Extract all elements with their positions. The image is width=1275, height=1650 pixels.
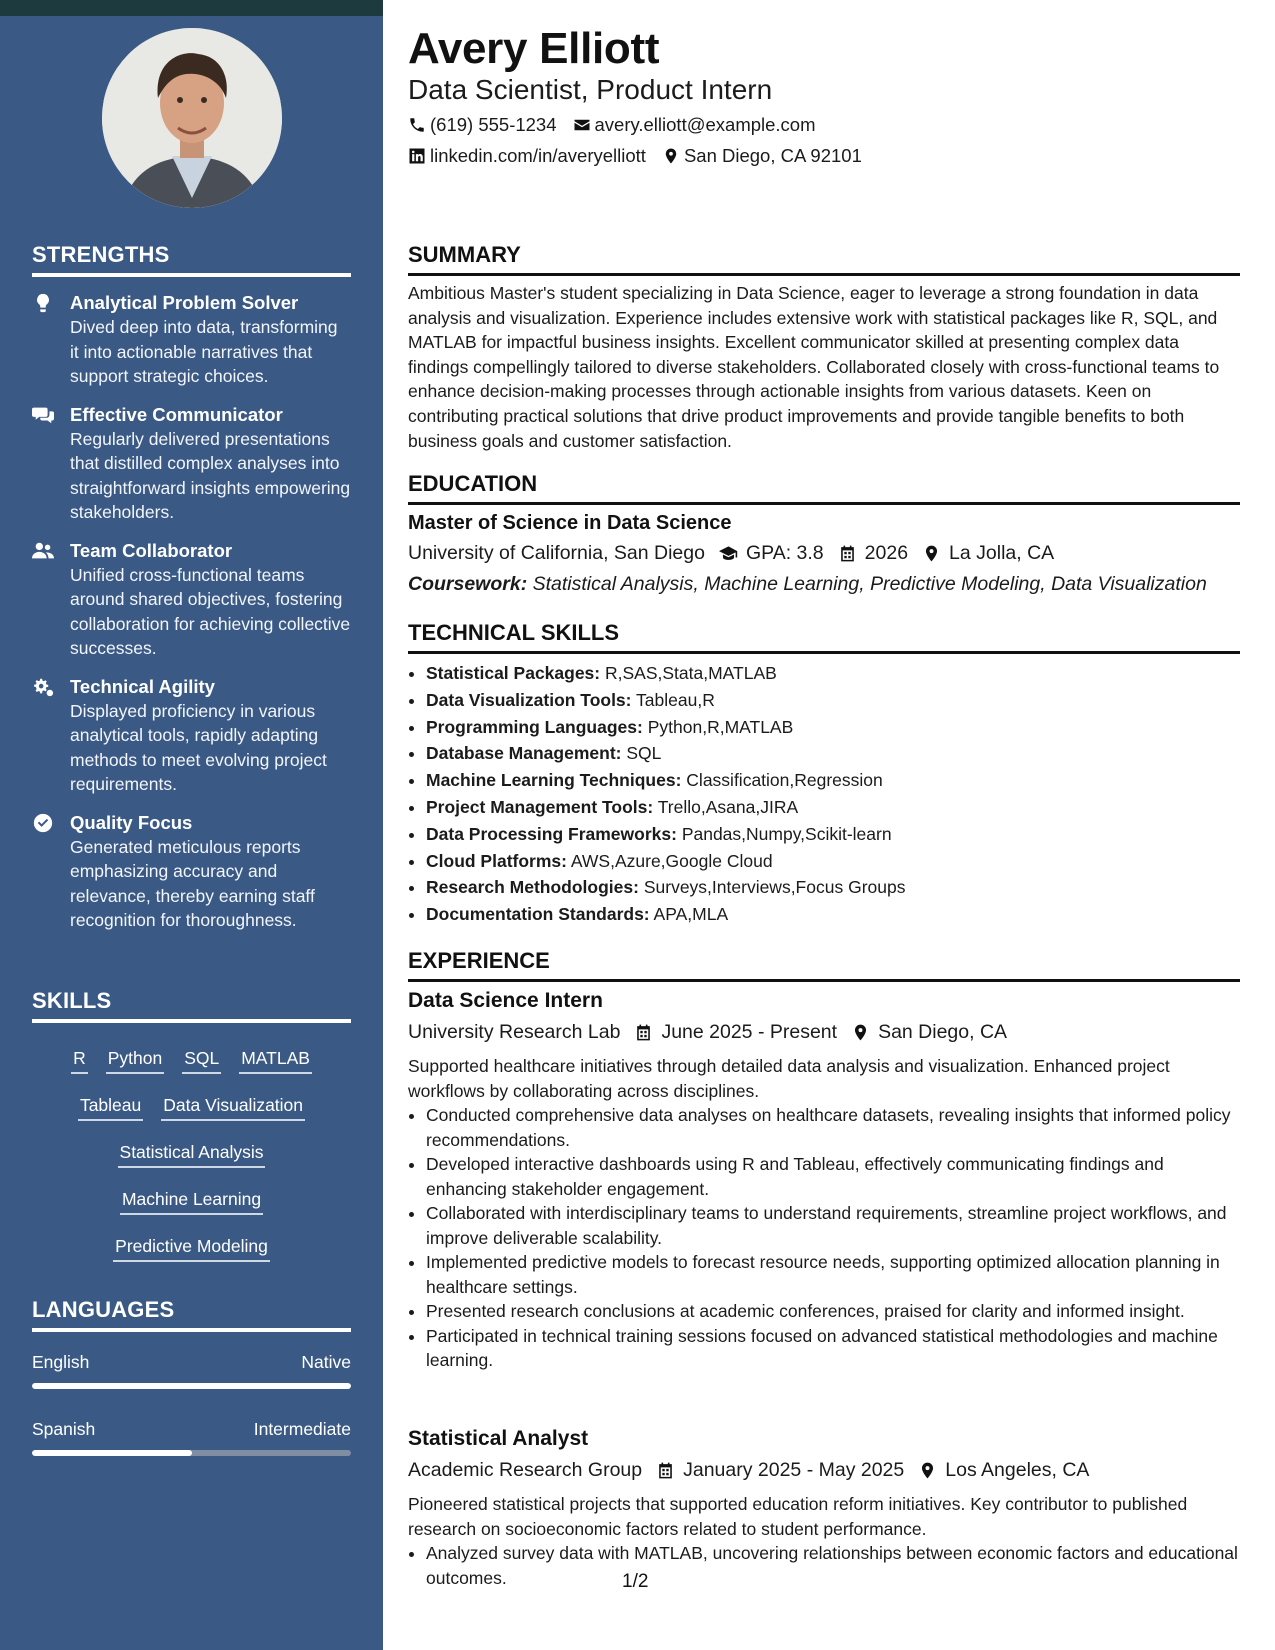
job-bullet: • Developed interactive dashboards using R and Tableau, effectively communicating findings and enhancing stakeholder engagement.	[426, 1152, 1238, 1201]
language-name: English	[32, 1352, 90, 1372]
job-meta	[408, 1021, 1007, 1044]
technical-skill-item: • Programming Languages: Python,R,MATLAB	[426, 714, 1238, 741]
education-location: La Jolla, CA	[949, 542, 1055, 564]
location-text: San Diego, CA 92101	[683, 145, 862, 166]
languages-heading: LANGUAGES	[32, 1297, 351, 1332]
job-bullet: • Conducted comprehensive data analyses on healthcare datasets, revealing insights that informed policy recommendations.	[426, 1103, 1238, 1152]
coursework-label: Coursework:	[408, 573, 528, 595]
map-marker-icon	[851, 1023, 870, 1042]
skill-chip: R	[71, 1045, 88, 1074]
linkedin-contact[interactable]	[408, 145, 646, 167]
skill-chip: Python	[106, 1045, 164, 1074]
job-title: Statistical Analyst	[408, 1427, 589, 1450]
skill-chip: Predictive Modeling	[113, 1233, 270, 1262]
education-gpa: GPA: 3.8	[745, 542, 824, 564]
job-bullets	[408, 1541, 1238, 1590]
map-marker-icon	[922, 544, 941, 563]
email-text[interactable]: avery.elliott@example.com	[594, 114, 816, 135]
technical-skill-item: • Statistical Packages: R,SAS,Stata,MATLAB	[426, 660, 1238, 687]
envelope-icon	[573, 116, 591, 134]
users-icon	[32, 540, 56, 562]
profile-photo	[102, 28, 282, 208]
linkedin-text[interactable]: linkedin.com/in/averyelliott	[430, 145, 646, 166]
candidate-name: Avery Elliott	[408, 24, 660, 73]
language-proficiency-fill	[32, 1383, 351, 1389]
job-org: University Research Lab	[408, 1021, 621, 1043]
technical-skill-item: • Research Methodologies: Surveys,Interviews,Focus Groups	[426, 874, 1238, 901]
strength-desc: Regularly delivered presentations that distilled complex analyses into straightforward insights empowering stakeholders.	[70, 428, 351, 522]
skills-heading: SKILLS	[32, 988, 351, 1023]
language-level: Native	[301, 1352, 351, 1372]
summary-text: Ambitious Master's student specializing in Data Science, eager to leverage a strong foundation in data analysis and visualization. Experience includes extensive work with statistical packages like R, SQL, and MATLAB for impactful business insights. Excellent communicator skilled at presenting complex data findings compellingly tailored to diverse stakeholders. Collaborated closely with cross-functional teams to enhance decision-making processes through actionable insights from various datasets. Keen on contributing practical solutions that drive product improvements and provide tangible benefits to both business goals and customer satisfaction.	[408, 283, 1220, 451]
strengths-heading: STRENGTHS	[32, 242, 351, 277]
skill-chip: SQL	[182, 1045, 221, 1074]
languages-section	[32, 1297, 351, 1456]
language-name: Spanish	[32, 1419, 96, 1439]
skill-chip: Machine Learning	[120, 1186, 263, 1215]
strength-item	[32, 403, 351, 525]
job-bullet: • Presented research conclusions at academic conferences, praised for clarity and informed insight.	[426, 1299, 1238, 1324]
education-coursework	[408, 573, 1207, 596]
phone-text: (619) 555-1234	[430, 114, 557, 135]
language-item	[32, 1352, 351, 1389]
skill-chip: MATLAB	[239, 1045, 312, 1074]
strength-item	[32, 291, 351, 389]
job-bullet: • Participated in technical training sessions focused on advanced statistical methodologies and machine learning.	[426, 1324, 1238, 1373]
education-degree: Master of Science in Data Science	[408, 512, 732, 534]
strength-item	[32, 675, 351, 797]
skills-chip-list	[32, 1037, 351, 1272]
skill-chip: Data Visualization	[161, 1092, 305, 1121]
calendar-icon	[656, 1461, 675, 1480]
job-bullet: • Analyzed survey data with MATLAB, uncovering relationships between economic factors and educational outcomes.	[426, 1541, 1238, 1590]
job-title: Data Science Intern	[408, 989, 603, 1012]
contact-line-2	[408, 145, 878, 167]
education-school: University of California, San Diego	[408, 542, 705, 564]
language-proficiency-fill	[32, 1450, 192, 1456]
education-year: 2026	[864, 542, 909, 564]
technical-skill-item: • Data Visualization Tools: Tableau,R	[426, 687, 1238, 714]
skills-section	[32, 988, 351, 1272]
strength-item	[32, 539, 351, 661]
calendar-icon	[838, 544, 857, 563]
job-location: Los Angeles, CA	[945, 1459, 1090, 1481]
job-bullets	[408, 1103, 1238, 1373]
technical-skills-heading: TECHNICAL SKILLS	[408, 620, 1240, 654]
check-circle-icon	[32, 812, 56, 834]
technical-skill-item: • Data Processing Frameworks: Pandas,Numpy,Scikit-learn	[426, 821, 1238, 848]
technical-skill-item: • Cloud Platforms: AWS,Azure,Google Cloud	[426, 848, 1238, 875]
location-contact	[662, 145, 862, 167]
job-description: Supported healthcare initiatives through detailed data analysis and visualization. Enhanced project workflows by collaborating across disciplines.	[408, 1056, 1170, 1101]
phone-contact	[408, 114, 557, 136]
strength-desc: Displayed proficiency in various analytical tools, rapidly adapting methods to meet evolving project requirements.	[70, 700, 327, 794]
education-heading: EDUCATION	[408, 471, 1240, 505]
job-meta	[408, 1459, 1089, 1482]
technical-skill-item: • Documentation Standards: APA,MLA	[426, 901, 1238, 928]
map-marker-icon	[662, 147, 680, 165]
linkedin-icon	[408, 147, 426, 165]
experience-heading: EXPERIENCE	[408, 948, 1240, 982]
sidebar	[0, 0, 383, 1650]
language-item	[32, 1419, 351, 1456]
skill-chip: Statistical Analysis	[118, 1139, 266, 1168]
strengths-section	[32, 242, 351, 933]
candidate-role: Data Scientist, Product Intern	[408, 74, 773, 105]
skill-chip: Tableau	[78, 1092, 143, 1121]
job-description: Pioneered statistical projects that supported education reform initiatives. Key contributor to published research on socioeconomic factors related to student performance.	[408, 1494, 1188, 1539]
strength-desc: Dived deep into data, transforming it into actionable narratives that support strategic choices.	[70, 317, 338, 386]
education-meta	[408, 542, 1054, 565]
strength-title: Analytical Problem Solver	[70, 292, 299, 313]
job-bullet: • Collaborated with interdisciplinary teams to understand requirements, streamline project workflows, and improve deliverable scalability.	[426, 1201, 1238, 1250]
technical-skill-item: • Database Management: SQL	[426, 740, 1238, 767]
strength-title: Team Collaborator	[70, 539, 233, 561]
job-org: Academic Research Group	[408, 1459, 643, 1481]
strength-title: Effective Communicator	[70, 403, 283, 425]
job-dates: January 2025 - May 2025	[683, 1459, 905, 1481]
technical-skill-item: • Machine Learning Techniques: Classification,Regression	[426, 767, 1238, 794]
technical-skill-item: • Project Management Tools: Trello,Asana,JIRA	[426, 794, 1238, 821]
job-bullet: • Implemented predictive models to forecast resource needs, supporting optimized allocation planning in healthcare settings.	[426, 1250, 1238, 1299]
coursework-text: Statistical Analysis, Machine Learning, Predictive Modeling, Data Visualization	[532, 573, 1207, 595]
comments-icon	[32, 404, 56, 426]
calendar-icon	[634, 1023, 653, 1042]
sidebar-top-bar	[0, 0, 383, 16]
person-portrait-icon	[102, 28, 282, 208]
job-location: San Diego, CA	[878, 1021, 1008, 1043]
language-proficiency-bar	[32, 1450, 351, 1456]
page-number: 1/2	[622, 1571, 649, 1592]
language-proficiency-bar	[32, 1383, 351, 1389]
lightbulb-icon	[32, 292, 56, 314]
phone-icon	[408, 116, 426, 134]
strength-title: Technical Agility	[70, 675, 215, 697]
email-contact[interactable]	[573, 114, 816, 136]
strength-desc: Generated meticulous reports emphasizing accuracy and relevance, thereby earning staff recognition for thoroughness.	[70, 836, 315, 930]
strength-desc: Unified cross-functional teams around shared objectives, fostering collaboration for achieving collective successes.	[70, 564, 351, 658]
contact-line-1	[408, 114, 832, 136]
strength-item	[32, 811, 351, 933]
strength-title: Quality Focus	[70, 811, 193, 833]
summary-heading: SUMMARY	[408, 242, 1240, 276]
technical-skills-list	[408, 660, 1238, 928]
language-level: Intermediate	[253, 1419, 351, 1439]
map-marker-icon	[918, 1461, 937, 1480]
graduation-cap-icon	[719, 544, 738, 563]
gears-icon	[32, 676, 56, 698]
job-dates: June 2025 - Present	[661, 1021, 838, 1043]
